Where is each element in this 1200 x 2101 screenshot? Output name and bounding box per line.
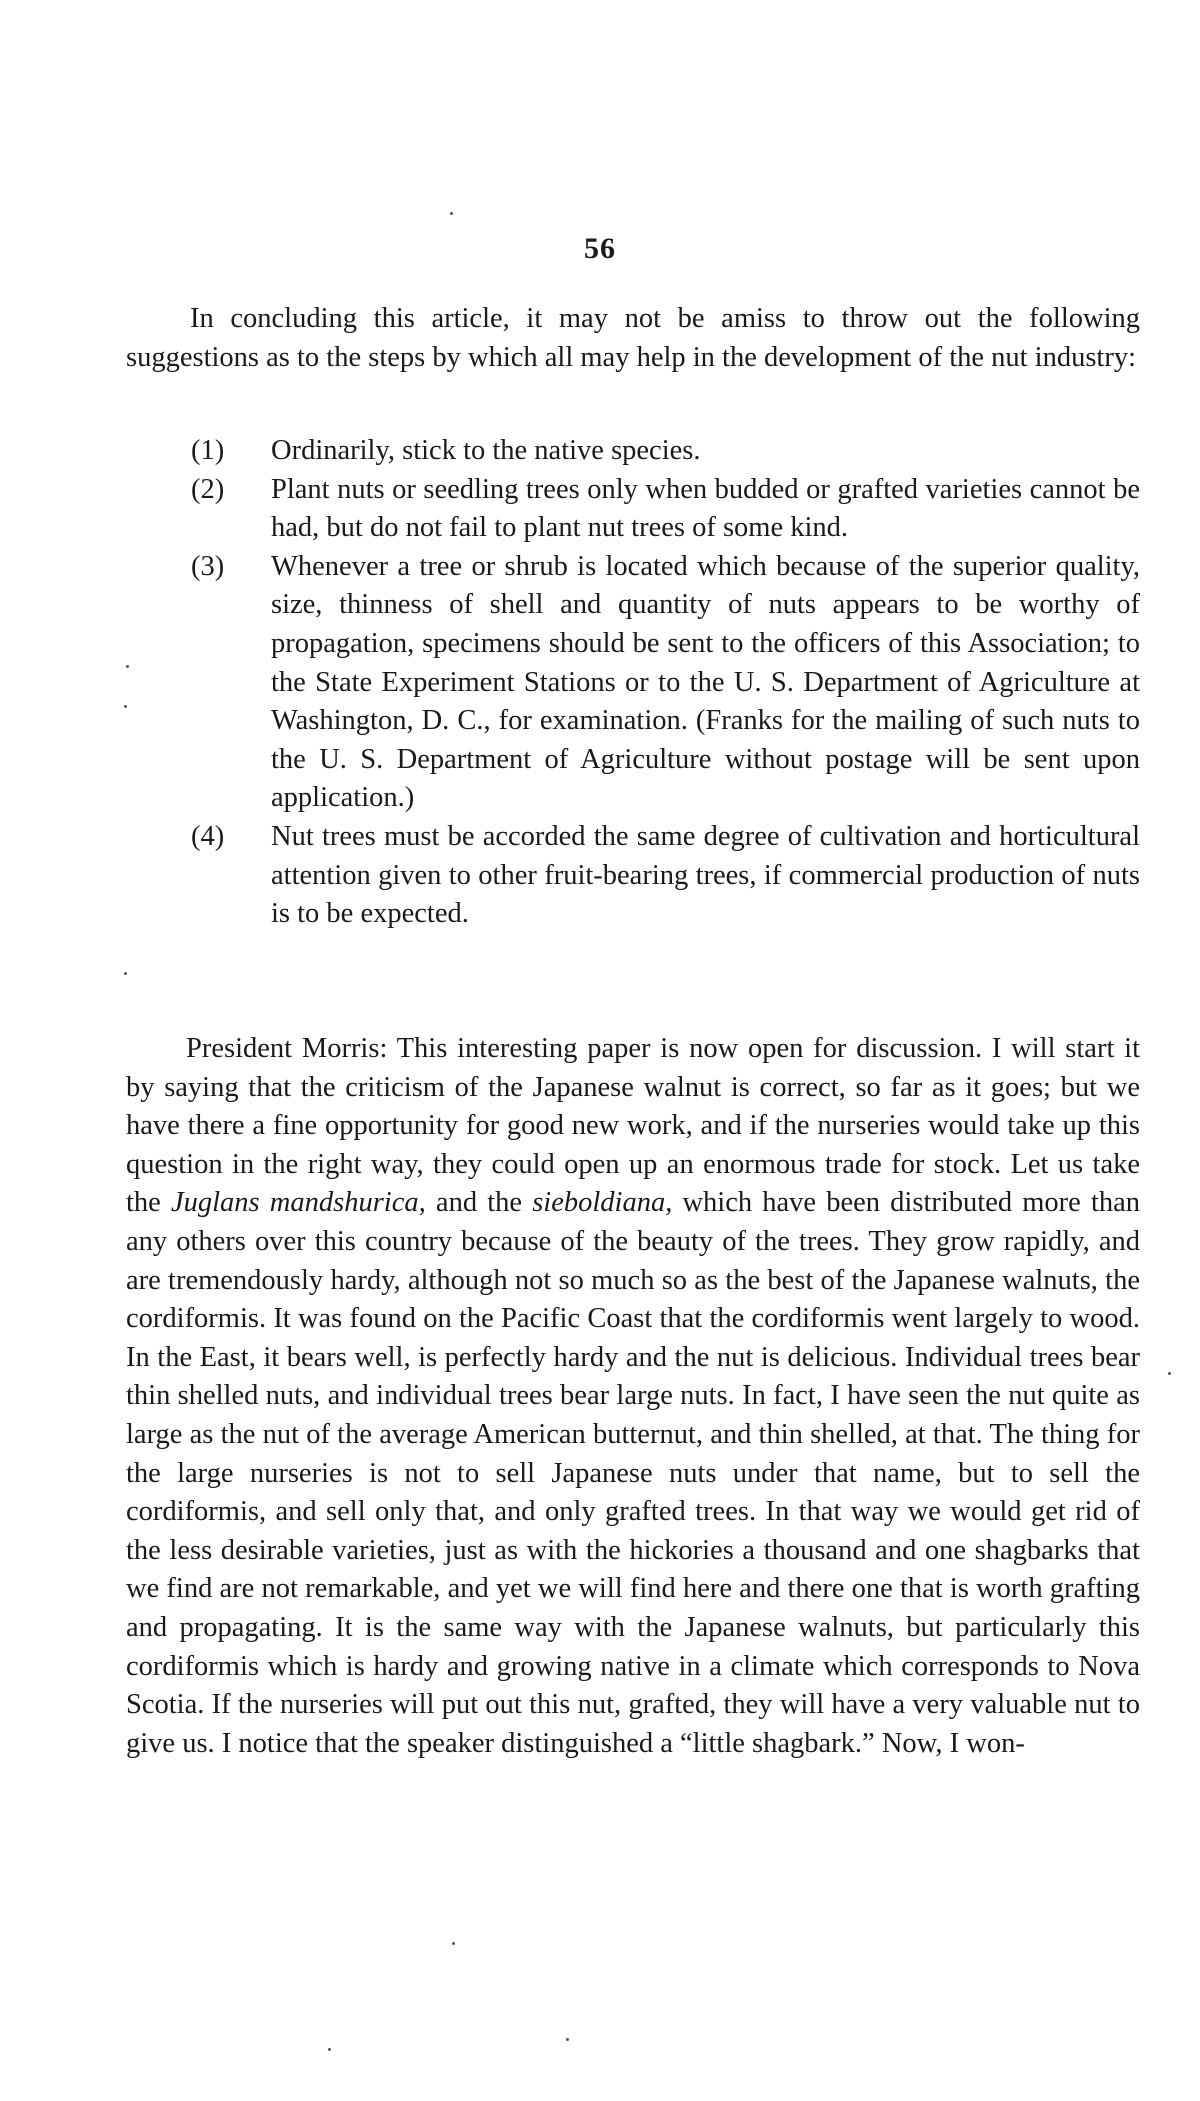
species-name: sieboldiana,	[532, 1187, 673, 1219]
list-item-number: (1)	[191, 435, 225, 466]
suggestion-list	[191, 432, 1140, 934]
list-item-number: (2)	[191, 473, 225, 505]
discussion-text: and the	[425, 1187, 533, 1219]
list-item	[191, 548, 1140, 818]
discussion-text: President Morris: This interesting paper is now open for discussion. I will start it by saying that the criticism of the Japanese walnut is correct, so far as it goes; but we have there a fine opportunity for good new work, and if the nurseries would take up this question in the right way, they could open up an enormous trade for stock. Let us take the	[126, 1033, 1140, 1219]
intro-paragraph: In concluding this article, it may not be amiss to throw out the following suggestions as to the steps by which all may help in the development of the nut industry:	[126, 303, 1140, 373]
discussion-text: which have been distributed more than any others over this country because of the beauty of the trees. They grow rapidly, and are tremendously hardy, although not so much so as the best of the Japanese walnuts, the cordiformis. It was found on the Pacific Coast that the cordiformis went largely to wood. In the East, it bears well, is perfectly hardy and the nut is delicious. Individual trees bear thin shelled nuts, and individual trees bear large nuts. In fact, I have seen the nut quite as large as the nut of the average American butternut, and thin shelled, at that. The thing for the large nurseries is not to sell Japanese nuts under that name, but to sell the cordiformis, and sell only that, and only grafted trees. In that way we would get rid of the less desirable varieties, just as with the hickories a thousand and one shagbarks that we find are not remarkable, and yet we will find here and there one that is worth grafting and propagating. It is the same way with the Japanese walnuts, but particularly this cordiformis which is hardy and growing native in a climate which corresponds to Nova Scotia. If the nurseries will put out this nut, grafted, they will have a very valuable nut to give us. I notice that the speaker distinguished a “little shagbark.” Now, I won-	[126, 1187, 1141, 1759]
scan-speck	[450, 212, 453, 215]
scan-speck	[452, 1942, 455, 1945]
discussion-paragraph	[126, 1030, 1140, 1763]
list-item-text: Ordinarily, stick to the native species.	[271, 435, 701, 466]
list-item	[191, 471, 1140, 548]
list-item-number: (4)	[191, 820, 225, 852]
scan-speck	[124, 972, 127, 975]
list-item	[191, 432, 1140, 471]
list-item	[191, 818, 1140, 934]
scan-speck	[1168, 1372, 1171, 1375]
scan-speck	[126, 665, 129, 668]
page-number: 56	[584, 232, 616, 265]
scan-speck	[124, 705, 127, 708]
species-name: Juglans mandshurica,	[170, 1187, 426, 1219]
scan-speck	[566, 2038, 569, 2041]
list-item-text: Nut trees must be accorded the same degree of cultivation and horticultural attention given to other fruit-bearing trees, if commercial production of nuts is to be expected.	[271, 820, 1140, 930]
scan-speck	[328, 2048, 331, 2051]
list-item-text: Plant nuts or seedling trees only when budded or grafted varieties cannot be had, but do not fail to plant nut trees of some kind.	[271, 473, 1140, 544]
list-item-text: Whenever a tree or shrub is located which because of the superior quality, size, thinness of shell and quantity of nuts appears to be worthy of propagation, specimens should be sent to the officers of this Association; to the State Experiment Stations or to the U. S. Department of Agriculture at Washington, D. C., for examination. (Franks for the mailing of such nuts to the U. S. Department of Agriculture without postage will be sent upon application.)	[271, 550, 1140, 814]
list-item-number: (3)	[191, 550, 225, 582]
